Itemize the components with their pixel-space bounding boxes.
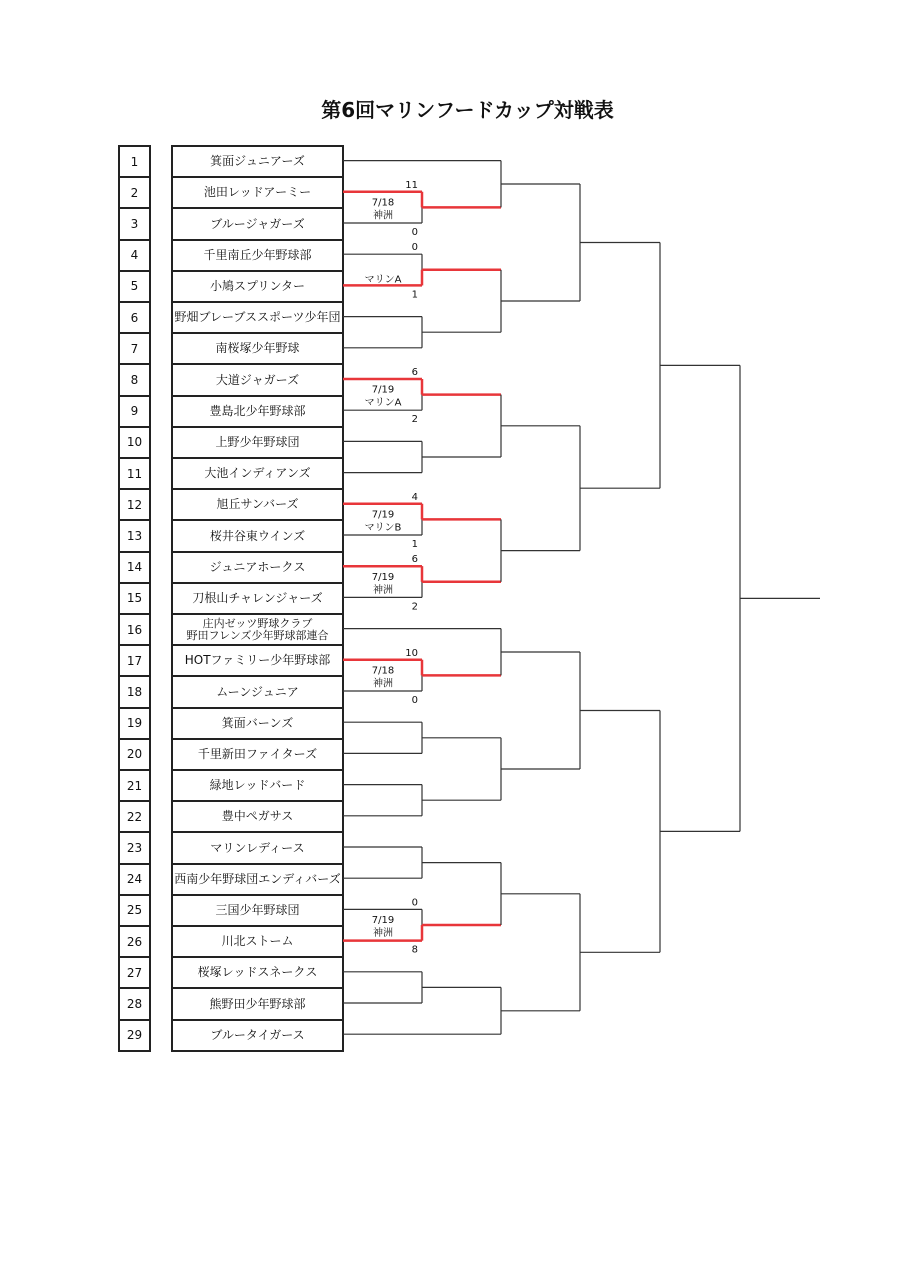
winner-score: 10 xyxy=(405,647,418,659)
team-number: 26 xyxy=(118,925,151,958)
team-number: 28 xyxy=(118,987,151,1020)
team-number: 4 xyxy=(118,239,151,272)
team-name: 西南少年野球団エンディバーズ xyxy=(171,863,344,896)
team-name: 桜塚レッドスネークス xyxy=(171,956,344,989)
team-name: 箕面ジュニアーズ xyxy=(171,145,344,178)
team-name: 南桜塚少年野球 xyxy=(171,332,344,365)
team-name: 川北ストーム xyxy=(171,925,344,958)
team-number: 7 xyxy=(118,332,151,365)
loser-score: 0 xyxy=(411,695,418,706)
team-name: 緑地レッドバード xyxy=(171,769,344,802)
match-venue: 神洲 xyxy=(373,678,393,690)
page-title: 第6回マリンフードカップ対戦表 xyxy=(321,98,614,122)
team-name: 箕面バーンズ xyxy=(171,707,344,740)
team-name: 野畑ブレーブススポーツ少年団 xyxy=(171,301,344,334)
team-number: 20 xyxy=(118,738,151,771)
team-number: 14 xyxy=(118,551,151,584)
team-name: HOTファミリー少年野球部 xyxy=(171,644,344,677)
team-name: ブルージャガーズ xyxy=(171,207,344,240)
match-venue: 神洲 xyxy=(373,210,393,222)
team-name: 庄内ゼッツ野球クラブ 野田フレンズ少年野球部連合 xyxy=(171,613,344,646)
winner-score: 4 xyxy=(411,491,418,503)
match-venue: マリンA xyxy=(364,397,402,409)
match-date: 7/19 xyxy=(371,509,395,521)
team-number: 2 xyxy=(118,176,151,209)
team-number: 6 xyxy=(118,301,151,334)
team-name: 豊中ペガサス xyxy=(171,800,344,833)
team-name: 三国少年野球団 xyxy=(171,894,344,927)
winner-score: 6 xyxy=(411,367,418,378)
loser-score: 0 xyxy=(411,227,418,238)
team-name: ブルータイガース xyxy=(171,1019,344,1052)
team-name: 大池インディアンズ xyxy=(171,457,344,490)
team-number: 23 xyxy=(118,831,151,864)
winner-score: 0 xyxy=(411,242,418,254)
team-name: ジュニアホークス xyxy=(171,551,344,584)
match-venue: マリンA xyxy=(364,274,402,286)
team-number: 22 xyxy=(118,800,151,833)
team-number: 13 xyxy=(118,519,151,552)
team-name: 池田レッドアーミー xyxy=(171,176,344,209)
team-name: 熊野田少年野球部 xyxy=(171,987,344,1020)
team-number: 16 xyxy=(118,613,151,646)
team-number: 24 xyxy=(118,863,151,896)
team-name: 小鳩スプリンター xyxy=(171,270,344,303)
team-name: 桜井谷東ウインズ xyxy=(171,519,344,552)
team-number: 17 xyxy=(118,644,151,677)
team-name: マリンレディース xyxy=(171,831,344,864)
team-name: ムーンジュニア xyxy=(171,675,344,708)
team-number: 25 xyxy=(118,894,151,927)
team-name: 千里南丘少年野球部 xyxy=(171,239,344,272)
loser-score: 1 xyxy=(411,289,418,301)
loser-score: 1 xyxy=(411,539,418,550)
match-venue: 神洲 xyxy=(373,584,393,596)
team-number: 11 xyxy=(118,457,151,490)
team-number: 15 xyxy=(118,582,151,615)
team-number: 29 xyxy=(118,1019,151,1052)
team-number: 3 xyxy=(118,207,151,240)
team-number: 18 xyxy=(118,675,151,708)
match-date: 7/19 xyxy=(371,384,395,396)
match-date: 7/18 xyxy=(371,197,395,209)
loser-score: 2 xyxy=(411,601,418,613)
team-name: 刀根山チャレンジャーズ xyxy=(171,582,344,615)
team-number: 9 xyxy=(118,395,151,428)
loser-score: 2 xyxy=(411,414,418,426)
team-number: 21 xyxy=(118,769,151,802)
match-venue: マリンB xyxy=(364,522,402,534)
match-date: 7/18 xyxy=(371,665,395,677)
team-number: 1 xyxy=(118,145,151,178)
winner-score: 11 xyxy=(405,179,418,191)
match-venue: 神洲 xyxy=(373,928,393,939)
winner-score: 0 xyxy=(411,897,418,909)
team-name: 上野少年野球団 xyxy=(171,426,344,459)
team-number: 8 xyxy=(118,363,151,396)
winner-score: 6 xyxy=(411,554,418,566)
match-date: 7/19 xyxy=(371,915,395,926)
team-number: 12 xyxy=(118,488,151,521)
match-date: 7/19 xyxy=(371,571,395,583)
loser-score: 8 xyxy=(411,944,418,956)
team-name: 千里新田ファイターズ xyxy=(171,738,344,771)
team-name: 大道ジャガーズ xyxy=(171,363,344,396)
team-number: 19 xyxy=(118,707,151,740)
team-number: 27 xyxy=(118,956,151,989)
team-number: 10 xyxy=(118,426,151,459)
team-number: 5 xyxy=(118,270,151,303)
team-name: 豊島北少年野球部 xyxy=(171,395,344,428)
team-name: 旭丘サンバーズ xyxy=(171,488,344,521)
